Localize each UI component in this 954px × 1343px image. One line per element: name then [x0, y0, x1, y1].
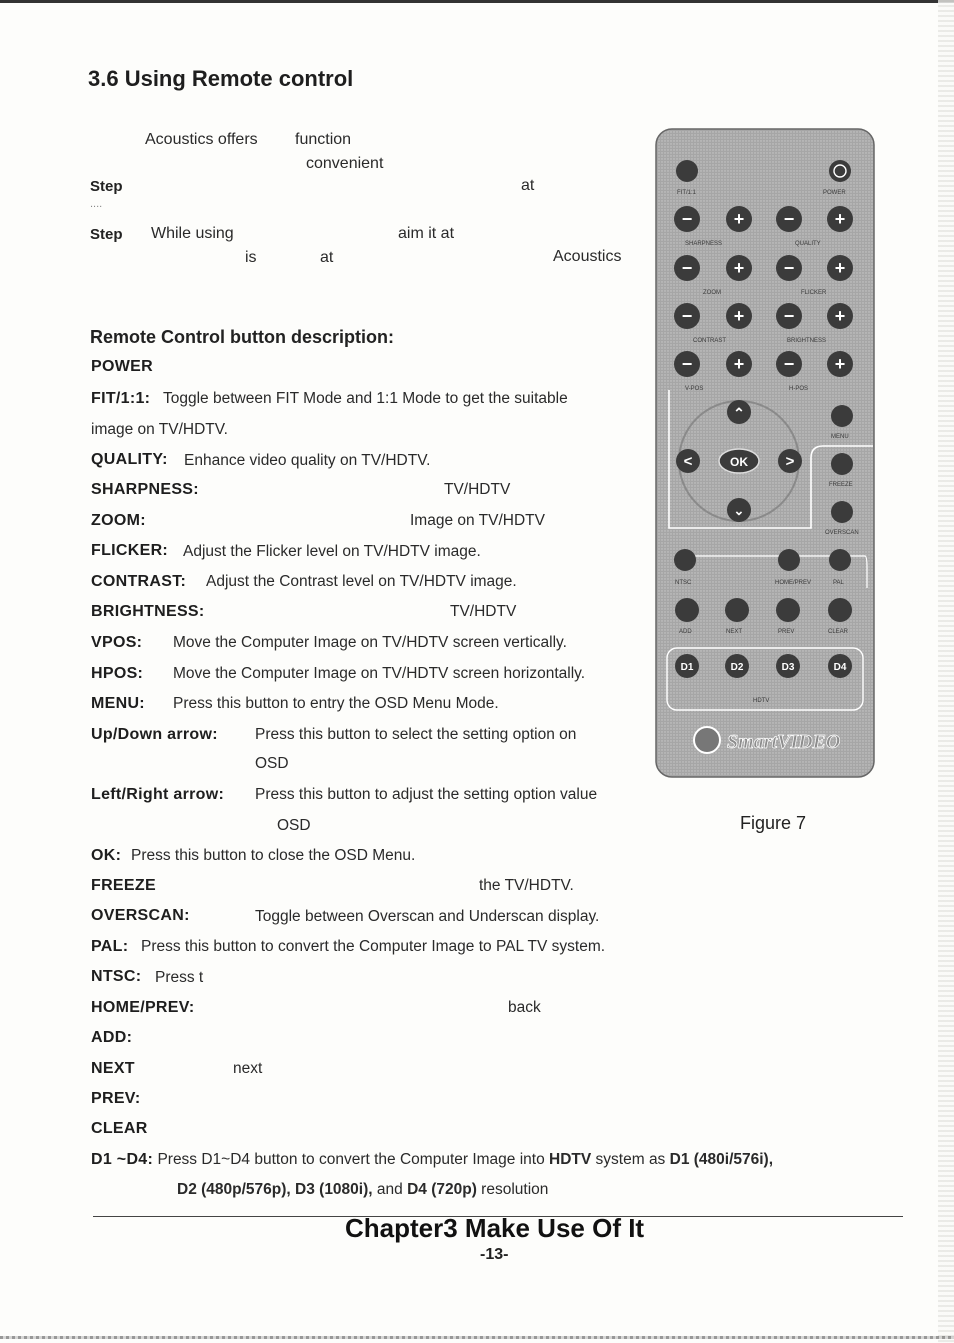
- clear-button[interactable]: [828, 598, 852, 622]
- freeze-label: FREEZE: [829, 482, 853, 488]
- hpos-label: H-POS: [789, 386, 809, 392]
- next-button[interactable]: [725, 598, 749, 622]
- d1-d4-description-cont: [177, 1181, 548, 1199]
- overscan-label: OVERSCAN: [825, 530, 859, 536]
- plus-icon: +: [834, 258, 846, 278]
- intro-text: While using: [151, 225, 234, 242]
- intro-text: aim it at: [398, 225, 455, 242]
- remote-control-figure: [655, 128, 875, 778]
- hdtv-label: HDTV: [753, 698, 770, 704]
- d3-label: D3: [781, 662, 795, 673]
- intro-text: function: [295, 131, 352, 148]
- ok-label: OK: [730, 455, 748, 469]
- desc-vpos: Move the Computer Image on TV/HDTV screen vertically.: [173, 634, 567, 651]
- power-button[interactable]: [829, 160, 851, 182]
- intro-text: at: [521, 177, 535, 194]
- prev-button[interactable]: [776, 598, 800, 622]
- d1-d4-d1: D1 (480i/576i),: [669, 1151, 774, 1168]
- term-fit: FIT/1:1:: [91, 390, 151, 407]
- desc-next: next: [233, 1060, 263, 1077]
- d1-d4-text: resolution: [481, 1181, 549, 1198]
- bottom-border: [0, 1336, 954, 1339]
- d1-d4-d3: D3 (1080i),: [295, 1181, 373, 1198]
- pal-label: PAL: [833, 580, 844, 586]
- term-power: POWER: [91, 358, 153, 375]
- flicker-label: FLICKER: [801, 290, 827, 296]
- power-label: POWER: [823, 190, 846, 196]
- d1-d4-text: and: [376, 1181, 403, 1198]
- term-add: ADD:: [91, 1029, 133, 1046]
- brand-logo-icon: [694, 727, 720, 753]
- term-contrast: CONTRAST:: [91, 573, 187, 590]
- minus-icon: −: [681, 258, 693, 278]
- term-prev: PREV:: [91, 1090, 141, 1107]
- term-next: NEXT: [91, 1060, 135, 1077]
- desc-ntsc: Press t: [155, 969, 204, 986]
- term-flicker: FLICKER:: [91, 542, 169, 559]
- pal-button[interactable]: [829, 549, 851, 571]
- plus-icon: +: [834, 306, 846, 326]
- chevron-up-icon: ⌃: [733, 405, 745, 421]
- desc-overscan: Toggle between Overscan and Underscan display.: [255, 908, 600, 925]
- term-d1-d4: D1 ~D4:: [91, 1151, 154, 1168]
- next-label: NEXT: [726, 629, 743, 635]
- desc-home-prev: back: [508, 999, 541, 1016]
- plus-icon: +: [834, 354, 846, 374]
- desc-hpos: Move the Computer Image on TV/HDTV screen horizontally.: [173, 665, 586, 682]
- d1-d4-d4: D4 (720p): [407, 1181, 477, 1198]
- fit-button[interactable]: [676, 160, 698, 182]
- plus-icon: +: [733, 209, 745, 229]
- home-label: HOME/PREV: [775, 580, 812, 586]
- desc-leftright: Press this button to adjust the setting option value: [255, 786, 598, 803]
- term-quality: QUALITY:: [91, 451, 168, 468]
- d1-label: D1: [680, 662, 694, 673]
- desc-zoom: Image on TV/HDTV: [410, 512, 545, 529]
- intro-text: ....: [90, 198, 103, 210]
- intro-text: Acoustics offers: [145, 131, 258, 148]
- ntsc-label: NTSC: [675, 580, 692, 586]
- overscan-button[interactable]: [831, 501, 853, 523]
- zoom-label: ZOOM: [703, 290, 721, 296]
- quality-label: QUALITY: [795, 241, 821, 247]
- desc-pal: Press this button to convert the Computer Image to PAL TV system.: [141, 938, 606, 955]
- page-number: -13-: [480, 1246, 509, 1263]
- desc-updown: Press this button to select the setting option on: [255, 726, 577, 743]
- term-pal: PAL:: [91, 938, 129, 955]
- term-overscan: OVERSCAN:: [91, 907, 190, 924]
- minus-icon: −: [783, 209, 795, 229]
- term-zoom: ZOOM:: [91, 512, 146, 529]
- d1-d4-text: Press D1~D4 button to convert the Computer Image into: [157, 1151, 545, 1168]
- intro-text: at: [320, 249, 334, 266]
- desc-menu: Press this button to entry the OSD Menu Mode.: [173, 695, 499, 712]
- desc-leftright-cont: OSD: [277, 817, 311, 834]
- plus-icon: +: [733, 258, 745, 278]
- minus-icon: −: [681, 306, 693, 326]
- term-vpos: VPOS:: [91, 634, 143, 651]
- step-label: Step: [90, 178, 123, 195]
- term-clear: CLEAR: [91, 1120, 148, 1137]
- section-title: 3.6 Using Remote control: [88, 66, 354, 91]
- top-border: [0, 0, 954, 3]
- remote-control-svg: [655, 128, 875, 778]
- term-freeze: FREEZE: [91, 877, 156, 894]
- d1-d4-description: [91, 1151, 773, 1169]
- desc-fit-cont: image on TV/HDTV.: [91, 421, 228, 438]
- desc-updown-cont: OSD: [255, 755, 289, 772]
- term-leftright: Left/Right arrow:: [91, 786, 225, 803]
- desc-freeze: the TV/HDTV.: [479, 877, 574, 894]
- scan-edge: [938, 0, 954, 1343]
- desc-brightness: TV/HDTV: [450, 603, 517, 620]
- brightness-label: BRIGHTNESS: [787, 338, 827, 344]
- plus-icon: +: [733, 354, 745, 374]
- desc-quality: Enhance video quality on TV/HDTV.: [184, 452, 431, 469]
- chevron-left-icon: <: [683, 453, 693, 470]
- prev-label: PREV: [778, 629, 795, 635]
- desc-contrast: Adjust the Contrast level on TV/HDTV image.: [206, 573, 517, 590]
- d1-d4-text: system as: [595, 1151, 666, 1168]
- term-ntsc: NTSC:: [91, 968, 142, 985]
- term-hpos: HPOS:: [91, 665, 144, 682]
- plus-icon: +: [834, 209, 846, 229]
- home-prev-button[interactable]: [778, 549, 800, 571]
- plus-icon: +: [733, 306, 745, 326]
- description-heading: Remote Control button description:: [90, 327, 394, 347]
- d4-label: D4: [833, 662, 847, 673]
- term-menu: MENU:: [91, 695, 145, 712]
- intro-text: convenient: [306, 155, 384, 172]
- add-button[interactable]: [675, 598, 699, 622]
- menu-label: MENU: [831, 434, 849, 440]
- clear-label: CLEAR: [828, 629, 849, 635]
- fit-label: FIT/1:1: [677, 190, 697, 196]
- term-home-prev: HOME/PREV:: [91, 999, 195, 1016]
- d1-d4-hdtv: HDTV: [549, 1151, 592, 1168]
- term-sharpness: SHARPNESS:: [91, 481, 199, 498]
- add-label: ADD: [679, 629, 692, 635]
- d2-label: D2: [730, 662, 744, 673]
- ntsc-button[interactable]: [674, 549, 696, 571]
- sharpness-label: SHARPNESS: [685, 241, 723, 247]
- minus-icon: −: [783, 258, 795, 278]
- freeze-button[interactable]: [831, 453, 853, 475]
- menu-button[interactable]: [831, 405, 853, 427]
- minus-icon: −: [681, 354, 693, 374]
- term-ok: OK:: [91, 847, 122, 864]
- term-updown: Up/Down arrow:: [91, 726, 218, 743]
- vpos-label: V-POS: [685, 386, 704, 392]
- intro-text: Acoustics: [553, 248, 622, 265]
- minus-icon: −: [783, 354, 795, 374]
- step-label: Step: [90, 226, 123, 243]
- minus-icon: −: [681, 209, 693, 229]
- chevron-right-icon: >: [785, 453, 795, 470]
- desc-sharpness: TV/HDTV: [444, 481, 511, 498]
- chevron-down-icon: ⌄: [733, 503, 745, 518]
- term-brightness: BRIGHTNESS:: [91, 603, 205, 620]
- desc-flicker: Adjust the Flicker level on TV/HDTV image.: [183, 543, 481, 560]
- brand-name: SmartVIDEO: [727, 731, 841, 753]
- contrast-label: CONTRAST: [693, 338, 726, 344]
- intro-text: is: [245, 249, 257, 266]
- d1-d4-d2: D2 (480p/576p),: [177, 1181, 291, 1198]
- minus-icon: −: [783, 306, 795, 326]
- figure-caption: Figure 7: [740, 813, 807, 833]
- desc-fit: Toggle between FIT Mode and 1:1 Mode to get the suitable: [163, 390, 568, 407]
- chapter-title: Chapter3 Make Use Of It: [345, 1213, 645, 1243]
- desc-ok: Press this button to close the OSD Menu.: [131, 847, 416, 864]
